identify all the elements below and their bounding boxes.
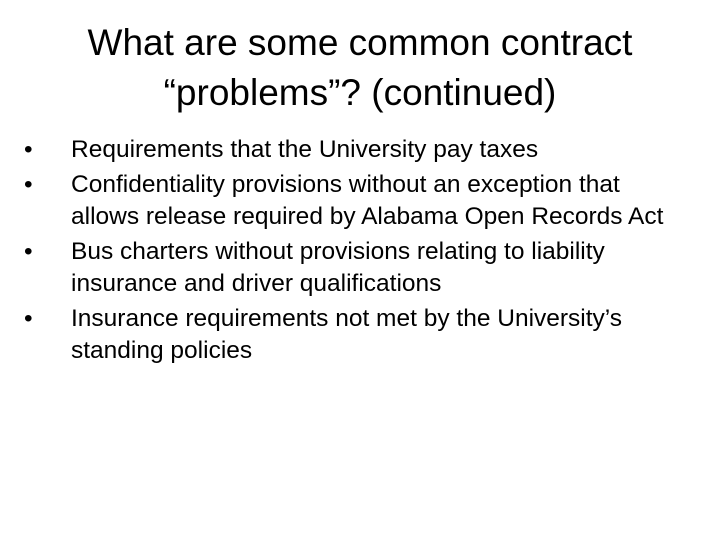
bullet-text: Requirements that the University pay taxes — [71, 136, 539, 163]
bullet-marker: • — [24, 304, 33, 332]
bullet-marker: • — [24, 136, 33, 163]
bullet-item-confidentiality — [24, 169, 684, 234]
bullet-marker: • — [24, 170, 33, 198]
slide-title — [36, 18, 684, 118]
slide-title-line-2: “problems”? (continued) — [163, 72, 557, 113]
bullet-item-taxes — [24, 134, 684, 167]
slide-title-line-1: What are some common contract — [87, 22, 633, 63]
bullet-text: Bus charters without provisions relating to liability insurance and driver qualifications — [71, 237, 605, 297]
bullet-item-insurance — [24, 303, 684, 368]
bullet-list — [24, 134, 684, 370]
bullet-text: Confidentiality provisions without an exception that allows release required by Alabama Open Records Act — [71, 170, 664, 230]
bullet-item-bus-charters — [24, 236, 684, 301]
bullet-text: Insurance requirements not met by the University’s standing policies — [71, 304, 623, 364]
bullet-marker: • — [24, 237, 33, 265]
